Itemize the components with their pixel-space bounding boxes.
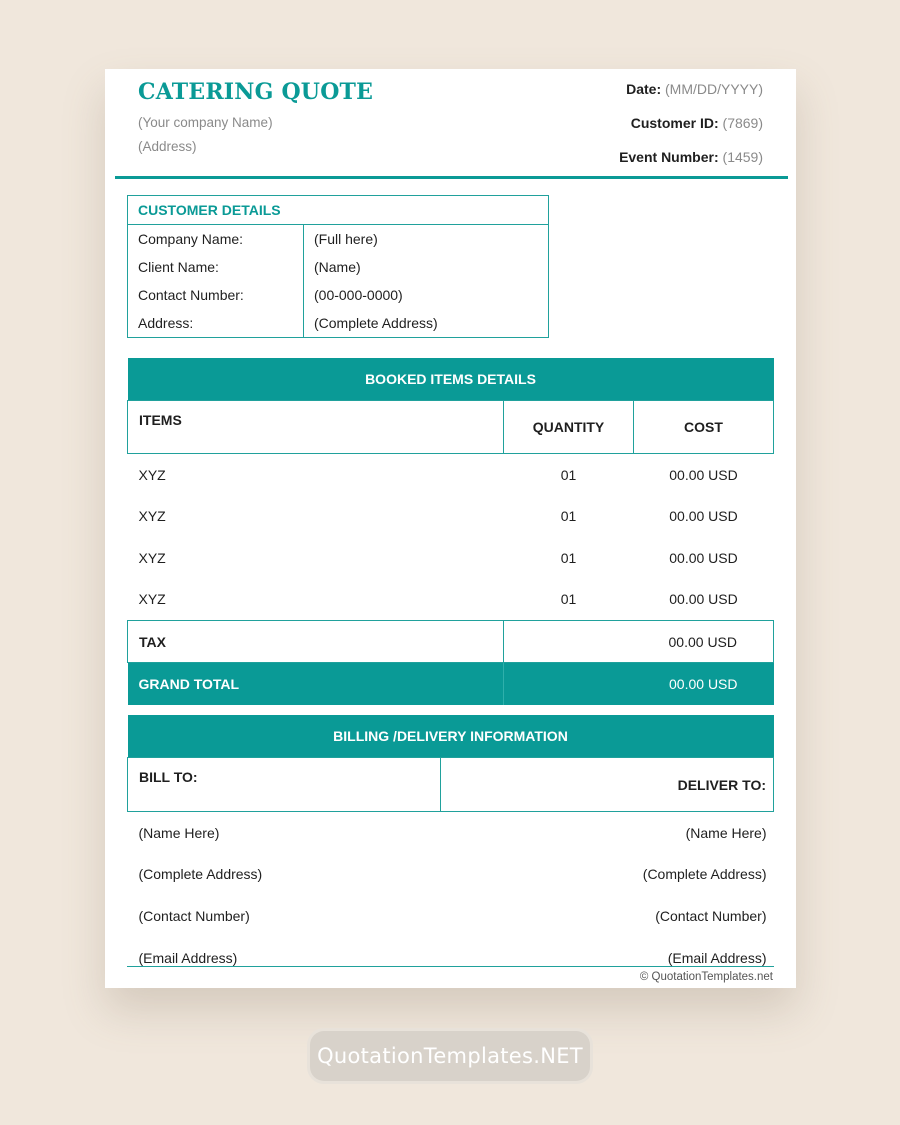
item-cost: 00.00 USD — [669, 508, 738, 525]
date-value: (MM/DD/YYYY) — [665, 81, 763, 97]
item-name: XYZ — [138, 508, 166, 525]
customer-id-field — [631, 115, 763, 131]
table-header-row — [128, 758, 774, 812]
customer-field-value: (Full here) — [314, 231, 378, 247]
customer-field-label: Client Name: — [128, 253, 304, 281]
header-divider — [115, 176, 788, 179]
billing-delivery-table — [127, 715, 774, 978]
event-number-field — [619, 149, 763, 165]
customer-field-value: (Complete Address) — [314, 315, 438, 331]
item-cost: 00.00 USD — [669, 591, 738, 608]
customer-field-label: Company Name: — [128, 225, 304, 254]
customer-field-label: Contact Number: — [128, 281, 304, 309]
event-number-value: (1459) — [722, 149, 763, 165]
deliver-to-value: (Email Address) — [667, 949, 767, 966]
bill-to-label: BILL TO: — [128, 758, 441, 812]
booked-items-heading: BOOKED ITEMS DETAILS — [128, 358, 774, 401]
deliver-to-value: (Contact Number) — [655, 907, 767, 924]
table-row — [128, 579, 774, 621]
table-row — [128, 812, 774, 854]
column-header-items: ITEMS — [128, 401, 504, 454]
customer-field-value: (Name) — [314, 259, 361, 275]
item-quantity: 01 — [560, 591, 577, 608]
document-title: CATERING QUOTE — [138, 79, 374, 105]
date-label: Date: — [626, 81, 662, 97]
customer-field-value: (00-000-0000) — [314, 287, 403, 303]
tax-row — [128, 621, 774, 663]
customer-field-label: Address: — [128, 309, 304, 338]
table-row — [128, 309, 549, 338]
date-field — [626, 81, 763, 97]
billing-heading: BILLING /DELIVERY INFORMATION — [128, 715, 774, 758]
grand-total-label: GRAND TOTAL — [128, 663, 504, 706]
item-name: XYZ — [138, 466, 166, 483]
customer-id-label: Customer ID: — [630, 115, 719, 131]
item-quantity: 01 — [560, 508, 577, 525]
item-cost: 00.00 USD — [669, 466, 738, 483]
company-name: (Your company Name) — [138, 115, 273, 130]
deliver-to-label: DELIVER TO: — [441, 758, 774, 812]
item-cost: 00.00 USD — [669, 549, 738, 566]
table-row — [128, 854, 774, 896]
booked-items-table — [127, 358, 774, 705]
table-row — [128, 225, 549, 254]
column-header-cost: COST — [634, 401, 774, 454]
bill-to-value: (Contact Number) — [138, 907, 250, 924]
grand-total-row — [128, 663, 774, 706]
event-number-label: Event Number: — [619, 149, 719, 165]
table-row — [128, 253, 549, 281]
item-name: XYZ — [138, 591, 166, 608]
customer-details-heading: CUSTOMER DETAILS — [128, 196, 549, 225]
table-header-row — [128, 401, 774, 454]
column-header-quantity: QUANTITY — [504, 401, 634, 454]
table-row — [128, 454, 774, 496]
tax-value: 00.00 USD — [504, 621, 774, 663]
table-row — [128, 537, 774, 579]
item-name: XYZ — [138, 549, 166, 566]
company-address: (Address) — [138, 139, 197, 154]
footer-divider — [127, 966, 774, 967]
item-quantity: 01 — [560, 466, 577, 483]
customer-details-table — [127, 195, 549, 338]
bill-to-value: (Complete Address) — [138, 866, 263, 883]
deliver-to-value: (Name Here) — [685, 824, 767, 841]
item-quantity: 01 — [560, 549, 577, 566]
bill-to-value: (Email Address) — [138, 949, 238, 966]
customer-id-value: (7869) — [722, 115, 763, 131]
watermark-badge: QuotationTemplates.NET — [310, 1031, 590, 1081]
table-row — [128, 281, 549, 309]
grand-total-value: 00.00 USD — [504, 663, 774, 706]
footer-credit: © QuotationTemplates.net — [639, 971, 773, 983]
quote-document — [105, 69, 796, 988]
bill-to-value: (Name Here) — [138, 824, 220, 841]
tax-label: TAX — [128, 621, 504, 663]
table-row — [128, 496, 774, 538]
deliver-to-value: (Complete Address) — [642, 866, 767, 883]
table-row — [128, 895, 774, 937]
